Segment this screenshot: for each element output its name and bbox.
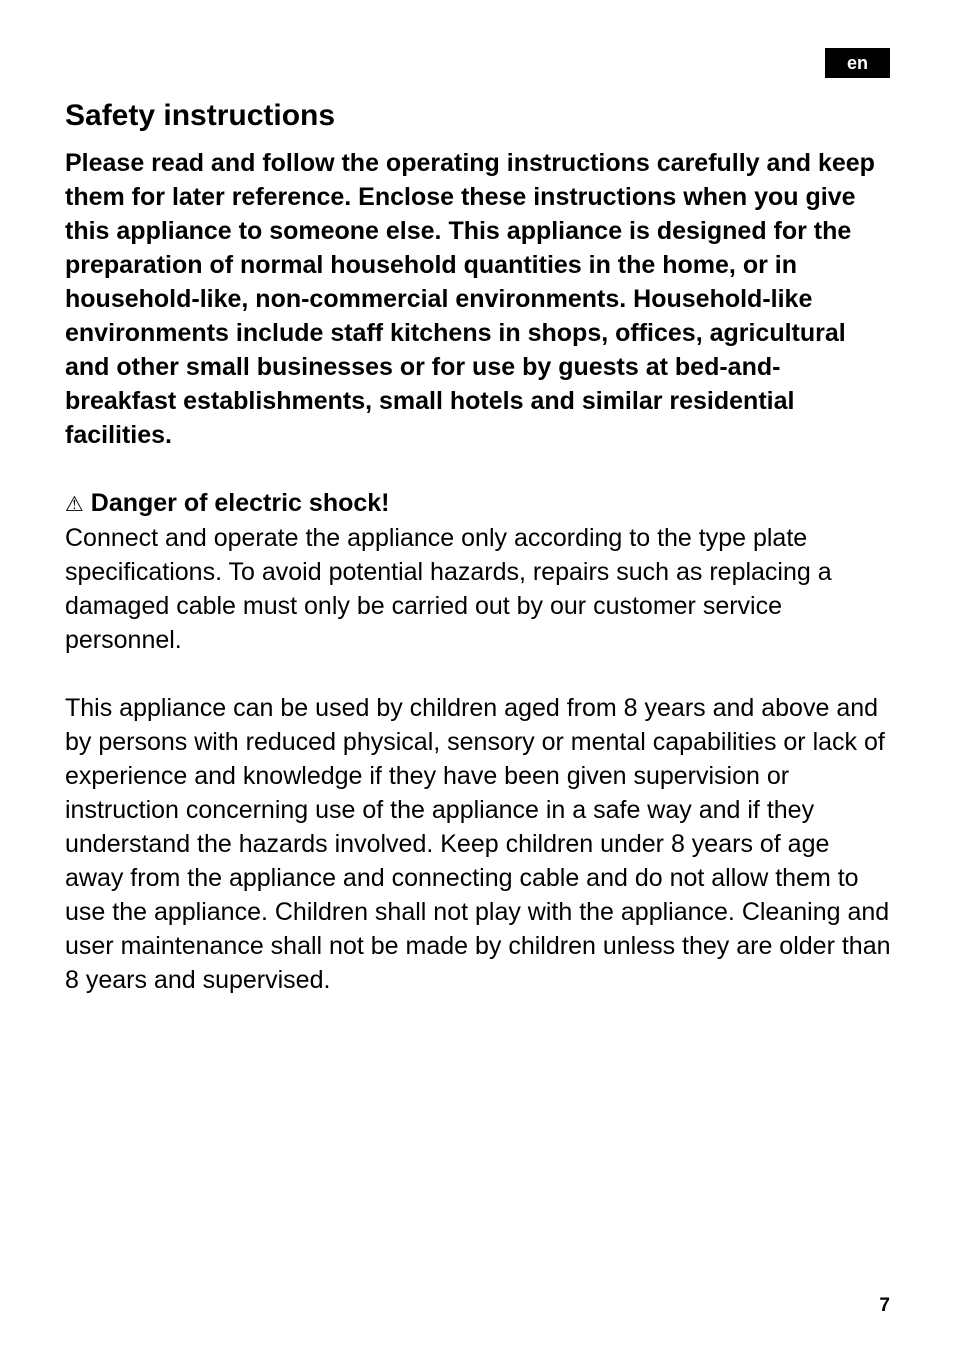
- warning-triangle-icon: ⚠: [65, 492, 84, 516]
- warning-heading: [65, 486, 891, 521]
- warning-body: Connect and operate the appliance only according to the type plate specifications. To avoid potential hazards, repairs such as replacing a damaged cable must only be carried out by our customer service personnel.: [65, 524, 832, 654]
- page-number: 7: [879, 1295, 890, 1316]
- language-badge: en: [825, 48, 890, 78]
- intro-paragraph: Please read and follow the operating instructions carefully and keep them for later reference. Enclose these instructions when you give this appliance to someone else. This appliance is designed for the preparation of normal household quantities in the home, or in household-like, non-commercial environments. Household-like environments include staff kitchens in shops, offices, agricultural and other small businesses or for use by guests at bed-and-breakfast establishments, small hotels and similar residential facilities.: [65, 149, 875, 449]
- children-notice-paragraph: This appliance can be used by children aged from 8 years and above and by persons with reduced physical, sensory or mental capabilities or lack of experience and knowledge if they have been given supervision or instruction concerning use of the appliance in a safe way and if they understand the hazards involved. Keep children under 8 years of age away from the appliance and connecting cable and do not allow them to use the appliance. Children shall not play with the appliance. Cleaning and user maintenance shall not be made by children unless they are older than 8 years and supervised.: [65, 694, 891, 994]
- page-title: Safety instructions: [65, 99, 336, 132]
- warning-heading-text: Danger of electric shock!: [90, 489, 390, 517]
- safety-section: [65, 96, 891, 997]
